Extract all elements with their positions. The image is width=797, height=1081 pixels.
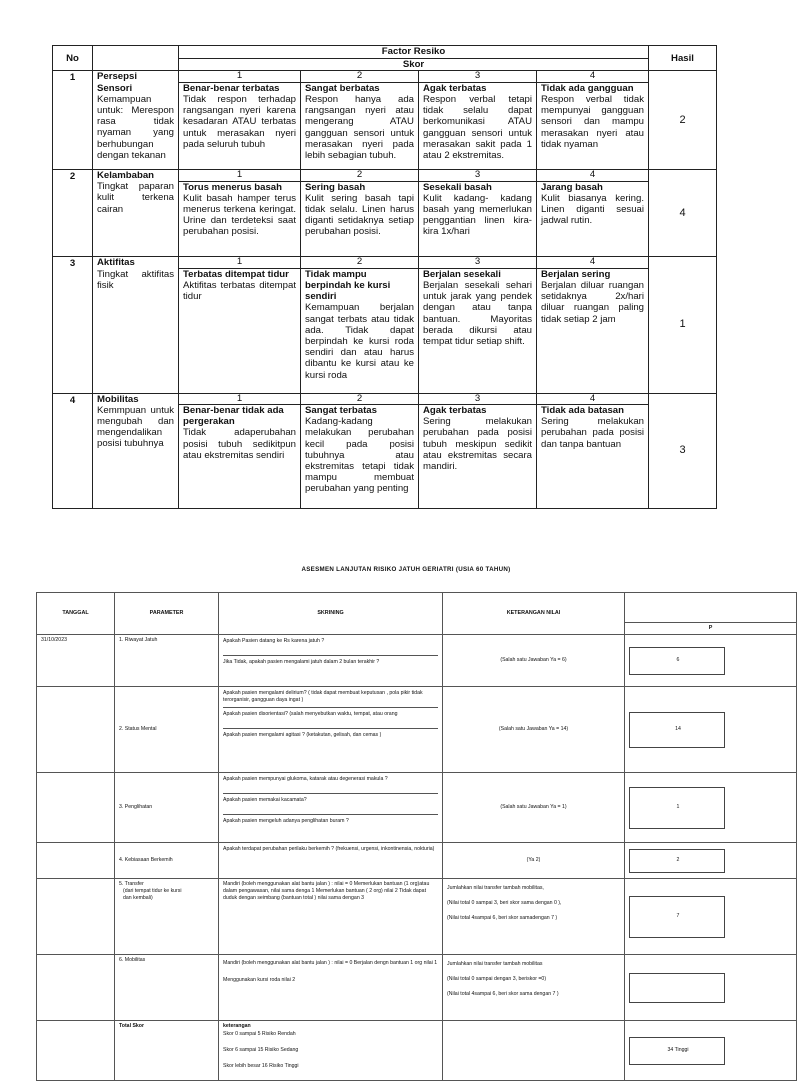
score-number: 3 <box>419 393 537 404</box>
score-number: 1 <box>179 257 301 268</box>
keterangan-line: (Salah satu Jawaban Ya = 1) <box>500 804 567 810</box>
value-cell <box>625 773 797 843</box>
screening-question: Apakah pasien mengalami delirium? ( tidak dapat membuat keputusan , pola pikir tidak terorganisir, gangguan daya ingat ) <box>223 687 438 708</box>
keterangan-line: Jumlahkan nilai transfer tambah mobilitas <box>447 961 543 967</box>
score-cell <box>419 268 537 393</box>
parameter-cell <box>115 879 219 955</box>
screening-cell <box>219 635 443 687</box>
score-cell <box>419 181 537 257</box>
keterangan-line: (Nilai total 0 sampai dengan 3, beriskor =0) <box>447 976 547 982</box>
header-skrining: SKRINING <box>219 593 443 635</box>
keterangan-cell <box>443 843 625 879</box>
keterangan-cell <box>443 955 625 1021</box>
score-cell <box>419 82 537 169</box>
date-cell-empty <box>37 687 115 773</box>
parameter-label: 4. Kebiasaan Berkemih <box>115 843 219 879</box>
score-title: Sesekali basah <box>423 181 492 193</box>
screening-question: Apakah pasien memakai kacamata? <box>223 794 438 815</box>
factor-title: Mobilitas <box>97 393 139 405</box>
hasil-value: 2 <box>649 71 717 170</box>
score-text: Aktifitas terbatas ditempat tidur <box>183 280 296 303</box>
header-skor: Skor <box>179 58 649 71</box>
header-factor: Factor Resiko <box>179 46 649 59</box>
geriatric-fall-risk-form <box>36 560 768 1069</box>
row-number: 3 <box>53 257 93 393</box>
keterangan-cell <box>443 635 625 687</box>
score-text: Sering melakukan perubahan pada posisi tubuh meskipun sedikit atau ekstremitas secara mandiri. <box>423 416 532 472</box>
score-text: Respon verbal tidak mempunyai gangguan sensori dan mampu merasakan nyeri atau tidak nyaman <box>541 93 645 150</box>
keterangan-line: (Nilai total 4sampai 6, beri skor samadengan 7 ) <box>447 915 558 921</box>
row-number: 2 <box>53 170 93 257</box>
row-number: 4 <box>53 393 93 508</box>
score-input[interactable]: 6 <box>629 647 725 675</box>
date-cell-empty <box>37 879 115 955</box>
form-title: ASESMEN LANJUTAN RISIKO JATUH GERIATRI (USIA 60 TAHUN) <box>301 566 511 573</box>
row-number: 1 <box>53 71 93 170</box>
screening-question: Apakah terdapat perubahan perilaku berkemih ? (frekuensi, urgensi, inkontinensia, nokturia) <box>223 846 435 852</box>
parameter-label: 2. Status Mental <box>115 687 219 773</box>
score-number: 4 <box>537 71 649 82</box>
header-blank <box>625 593 797 623</box>
keterangan-line: (Nilai total 0 sampai 3, beri skor sama dengan 0 ), <box>447 900 562 906</box>
score-text: Kemampuan berjalan sangat terbats atau tidak ada. Tidak dapat berpindah ke kursi roda sendiri dan atau harus dibantu ke kursi atau ke kursi roda <box>305 302 414 381</box>
factor-cell <box>93 393 179 508</box>
score-text: Kadang-kadang melakukan perubahan kecil pada posisi tubuhnya atau ekstremitas tetapi tidak mampu membuat perubahan yang penting <box>305 416 414 495</box>
score-title: Benar-benar tidak ada pergerakan <box>183 404 284 428</box>
keterangan-line: (Salah satu Jawaban Ya = 6) <box>500 657 567 663</box>
score-number: 2 <box>301 257 419 268</box>
keterangan-line: Jumlahkan nilai transfer tambah mobilitas, <box>447 885 544 891</box>
score-cell <box>179 82 301 169</box>
score-text: Sering melakukan perubahan pada posisi dan tanpa bantuan <box>541 416 645 450</box>
braden-risk-table <box>52 45 716 509</box>
header-p: P <box>625 623 797 635</box>
total-empty <box>443 1021 625 1081</box>
score-input[interactable]: 14 <box>629 712 725 748</box>
hasil-value: 3 <box>649 393 717 508</box>
total-keterangan-cell <box>219 1021 443 1081</box>
score-text: Tidak respon terhadap rangsangan nyeri karena kesadaran ATAU terbatas untuk merasakan nyeri pada seluruh tubuh <box>183 93 296 150</box>
hasil-value: 4 <box>649 170 717 257</box>
hasil-value: 1 <box>649 257 717 393</box>
factor-title: Persepsi Sensori <box>97 71 138 94</box>
score-text: Kulit sering basah tapi tidak selalu. Linen harus diganti setidaknya setiap perubahan posisi. <box>305 192 414 238</box>
value-cell <box>625 635 797 687</box>
value-cell <box>625 955 797 1021</box>
date-cell-empty <box>37 843 115 879</box>
parameter-label: 1. Riwayat Jatuh <box>115 635 219 687</box>
header-blank <box>93 46 179 71</box>
score-input[interactable] <box>629 973 725 1003</box>
factor-desc: Kemampuan untuk: Merespon rasa tidak nyaman yang berhubungan dengan tekanan <box>97 93 174 161</box>
score-text: Kulit kadang- kadang basah yang memerlukan penggantian linen kira-kira 1x/hari <box>423 192 532 238</box>
factor-desc: Tingkat aktifitas fisik <box>97 268 174 291</box>
score-cell <box>537 82 649 169</box>
score-number: 1 <box>179 170 301 181</box>
date-cell-empty <box>37 773 115 843</box>
header-no: No <box>53 46 93 71</box>
keterangan-cell <box>443 879 625 955</box>
screening-cell <box>219 955 443 1021</box>
score-text: Kulit basah hamper terus menerus terkena keringat. Urine dan terdeteksi saat perubahan posisi. <box>183 192 296 238</box>
keterangan-line: (Salah satu Jawaban Ya = 14) <box>498 726 569 732</box>
screening-cell <box>219 879 443 955</box>
header-parameter: PARAMETER <box>115 593 219 635</box>
score-input[interactable]: 7 <box>629 896 725 938</box>
screening-cell <box>219 687 443 773</box>
score-text: Kulit biasanya kering. Linen diganti sesuai jadwal rutin. <box>541 192 645 227</box>
score-cell <box>301 181 419 257</box>
score-title: Tidak ada gangguan <box>541 82 634 94</box>
score-cell <box>301 82 419 169</box>
score-number: 3 <box>419 170 537 181</box>
risk-line: Skor lebih besar 16 Risiko Tinggi <box>223 1063 299 1069</box>
score-title: Sangat berbatas <box>305 82 380 94</box>
score-number: 1 <box>179 393 301 404</box>
header-keterangan: KETERANGAN NILAI <box>443 593 625 635</box>
parameter-label: 6. Mobilitas <box>115 955 219 1021</box>
score-number: 3 <box>419 71 537 82</box>
screening-question: Menggunakan kursi roda nilai 2 <box>223 977 296 983</box>
factor-cell <box>93 170 179 257</box>
score-number: 2 <box>301 393 419 404</box>
score-cell <box>179 268 301 393</box>
score-number: 2 <box>301 71 419 82</box>
value-cell <box>625 879 797 955</box>
factor-cell <box>93 71 179 170</box>
score-input[interactable]: 2 <box>629 849 725 873</box>
score-cell <box>179 404 301 508</box>
screening-question: Jika Tidak, apakah pasien mengalami jatuh dalam 2 bulan terakhir ? <box>223 659 380 665</box>
factor-desc: Tingkat paparan kulit terkena cairan <box>97 181 174 215</box>
score-text: Respon hanya ada rangsangan nyeri atau mengerang ATAU gangguan sensori untuk merasakan nyeri pada lebih sebagian tubuh. <box>305 93 414 161</box>
score-title: Jarang basah <box>541 181 603 193</box>
date-cell-empty <box>37 1021 115 1081</box>
screening-question: Apakah pasien disorientasi? (salah menyebutkan waktu, tempat, atau orang <box>223 708 438 729</box>
header-tanggal: TANGGAL <box>37 593 115 635</box>
score-title: Benar-benar terbatas <box>183 82 280 94</box>
score-text: Berjalan sesekali sehari untuk jarak yang pendek dengan atau tanpa bantuan. Mayoritas berada dikursi atau tempat tidur setiap shift. <box>423 280 532 348</box>
keterangan-line: (Nilai total 4sampai 6, beri skor sama dengan 7 ) <box>447 991 559 997</box>
factor-desc: Kemmpuan untuk mengubah dan mengendalikan posisi tubuhnya <box>97 404 174 450</box>
score-input[interactable]: 1 <box>629 787 725 829</box>
total-score-input[interactable]: 34 Tinggi <box>629 1037 725 1065</box>
value-cell <box>625 687 797 773</box>
total-value-cell <box>625 1021 797 1081</box>
screening-cell <box>219 843 443 879</box>
parameter-sublabel: (dari tempat tidur ke kursi dan kembali) <box>123 888 182 901</box>
risk-line: Skor 6 sampai 15 Risiko Sedang <box>223 1047 299 1053</box>
score-cell <box>301 404 419 508</box>
score-cell <box>537 181 649 257</box>
screening-question: Apakah pasien mengeluh adanya penglihatan buram ? <box>223 818 349 824</box>
score-number: 4 <box>537 393 649 404</box>
parameter-label: 5. Transfer <box>119 881 144 887</box>
header-hasil: Hasil <box>649 46 717 71</box>
screening-question: Apakah pasien mengalami agitasi ? (ketakutan, gelisah, dan cemas ) <box>223 732 382 738</box>
score-title: Berjalan sering <box>541 268 611 280</box>
score-text: Berjalan diluar ruangan setidaknya 2x/hari diluar ruangan paling tidak setiap 2 jam <box>541 280 645 325</box>
score-title: Sangat terbatas <box>305 404 377 416</box>
screening-question: Mandiri (boleh menggunakan alat bantu jalan ) : nilai = 0 Memerlukan bantuan (1 org)atau dalam pengawasan, nilai sama denga 1 Memerlukan bantuan ( 2 org) nilai 2 Tidak dapat duduk dengan seimbang (bantuan total ) nilai sama dengan 3 <box>223 881 430 901</box>
factor-cell <box>93 257 179 393</box>
score-title: Agak terbatas <box>423 404 487 416</box>
score-title: Torus menerus basah <box>183 181 282 193</box>
score-title: Sering basah <box>305 181 366 193</box>
screening-question: Apakah Pasien datang ke Rs karena jatuh ? <box>223 635 438 656</box>
screening-question: Mandiri (boleh menggunakan alat bantu jalan ) : nilai = 0 Berjalan dengn bantuan 1 org nilai 1 <box>223 960 438 966</box>
score-title: Terbatas ditempat tidur <box>183 268 289 280</box>
score-text: Respon verbal tetapi tidak selalu dapat berkomunikasi ATAU gangguan sensori untuk merasakan sakit pada 1 atau 2 ekstremitas. <box>423 93 532 161</box>
score-cell <box>537 404 649 508</box>
score-cell <box>179 181 301 257</box>
value-cell <box>625 843 797 879</box>
factor-title: Aktifitas <box>97 257 135 269</box>
score-cell <box>301 268 419 393</box>
score-number: 4 <box>537 170 649 181</box>
score-number: 3 <box>419 257 537 268</box>
factor-title: Kelambaban <box>97 170 155 182</box>
score-title: Tidak mampu berpindah ke kursi sendiri <box>305 268 391 303</box>
total-keterangan-title: keterangan <box>223 1023 251 1029</box>
parameter-label: 3. Penglihatan <box>115 773 219 843</box>
risk-line: Skor 0 sampai 5 Risiko Rendah <box>223 1031 296 1037</box>
score-number: 2 <box>301 170 419 181</box>
score-number: 4 <box>537 257 649 268</box>
score-number: 1 <box>179 71 301 82</box>
total-label: Total Skor <box>115 1021 219 1081</box>
date-cell-empty <box>37 955 115 1021</box>
score-title: Agak terbatas <box>423 82 487 94</box>
date-cell: 31/10/2023 <box>37 635 115 687</box>
keterangan-line: (Ya 2) <box>526 857 541 863</box>
keterangan-cell <box>443 773 625 843</box>
score-title: Berjalan sesekali <box>423 268 501 280</box>
score-cell <box>537 268 649 393</box>
score-cell <box>419 404 537 508</box>
screening-cell <box>219 773 443 843</box>
screening-question: Apakah pasien mempunyai glukoma, katarak atau degenerasi makula ? <box>223 773 438 794</box>
keterangan-cell <box>443 687 625 773</box>
score-title: Tidak ada batasan <box>541 404 625 416</box>
score-text: Tidak adaperubahan posisi tubuh sedikitpun atau ekstremitas sendiri <box>183 427 296 461</box>
